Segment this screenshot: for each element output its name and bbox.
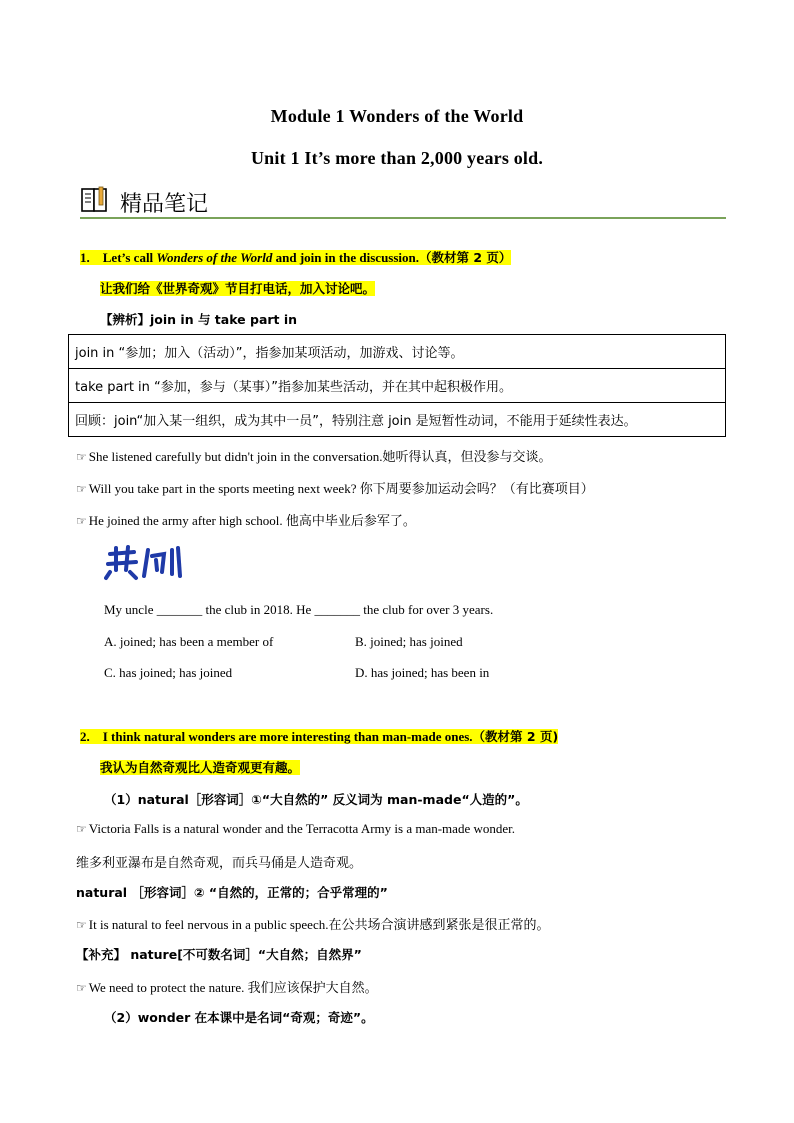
item1-analysis: 【辨析】join in 与 take part in [100,312,298,327]
module-title: Module 1 Wonders of the World [270,106,524,126]
option-d: D. has joined; has been in [355,665,490,680]
item2-translation: 我认为自然奇观比人造奇观更有趣。 [100,760,301,775]
point-natural-2: natural ［形容词］② “自然的，正常的；合乎常理的” [76,885,388,900]
item1-translation: 让我们给《世界奇观》节目打电话，加入讨论吧。 [100,281,376,296]
item2-heading: 2. I think natural wonders are more interesting than man-made ones.（教材第 2 页) [80,729,559,744]
pointing-hand-icon: ☞ [76,822,87,836]
exercise-stem: My uncle _______ the club in 2018. He _______ the club for over 3 years. [104,602,494,617]
example-sentence: ☞ It is natural to feel nervous in a public speech.在公共场合演讲感到紧张是很正常的。 [76,917,550,932]
pointing-hand-icon: ☞ [76,482,87,496]
pointing-hand-icon: ☞ [76,981,87,995]
pointing-hand-icon: ☞ [76,918,87,932]
notes-label: 精品笔记 [120,192,209,217]
example-sentence: ☞ Will you take part in the sports meeting next week? 你下周要参加运动会吗？（有比赛项目） [76,481,594,496]
comparison-table [68,334,726,437]
table-cell: take part in “参加，参与（某事）”指参加某些活动，并在其中起积极作用。 [69,369,726,403]
point-natural-1: （1）natural［形容词］①“大自然的” 反义词为 man-made“人造的”。 [104,792,528,807]
option-c: C. has joined; has joined [104,665,233,680]
item1-heading: 1. Let’s call Wonders of the World and join in the discussion.（教材第 2 页） [80,250,512,265]
header-divider [80,217,726,219]
example-sentence: ☞ He joined the army after high school. 他高中毕业后参军了。 [76,513,416,528]
table-row [69,403,726,437]
table-cell: join in “参加；加入（活动）”，指参加某项活动，加游戏、讨论等。 [69,335,726,369]
notes-header [80,184,726,220]
book-icon [80,186,110,214]
typical-example-icon [104,542,184,582]
table-cell: 回顾：join“加入某一组织，成为其中一员”，特别注意 join 是短暂性动词，不能用于延续性表达。 [69,403,726,437]
example-translation: 维多利亚瀑布是自然奇观，而兵马俑是人造奇观。 [76,856,363,871]
pointing-hand-icon: ☞ [76,450,87,464]
table-row [69,335,726,369]
point-wonder: （2）wonder 在本课中是名词“奇观；奇迹”。 [104,1010,374,1025]
unit-title: Unit 1 It’s more than 2,000 years old. [250,148,544,168]
example-sentence: ☞ She listened carefully but didn't join in the conversation.她听得认真，但没参与交谈。 [76,449,552,464]
example-sentence: ☞ Victoria Falls is a natural wonder and the Terracotta Army is a man-made wonder. [76,821,515,836]
option-b: B. joined; has joined [355,634,463,649]
option-a: A. joined; has been a member of [104,634,274,649]
example-sentence: ☞ We need to protect the nature. 我们应该保护大自然。 [76,980,378,995]
pointing-hand-icon: ☞ [76,514,87,528]
supplement-note: 【补充】 nature[不可数名词］“大自然；自然界” [76,947,362,962]
table-row [69,369,726,403]
